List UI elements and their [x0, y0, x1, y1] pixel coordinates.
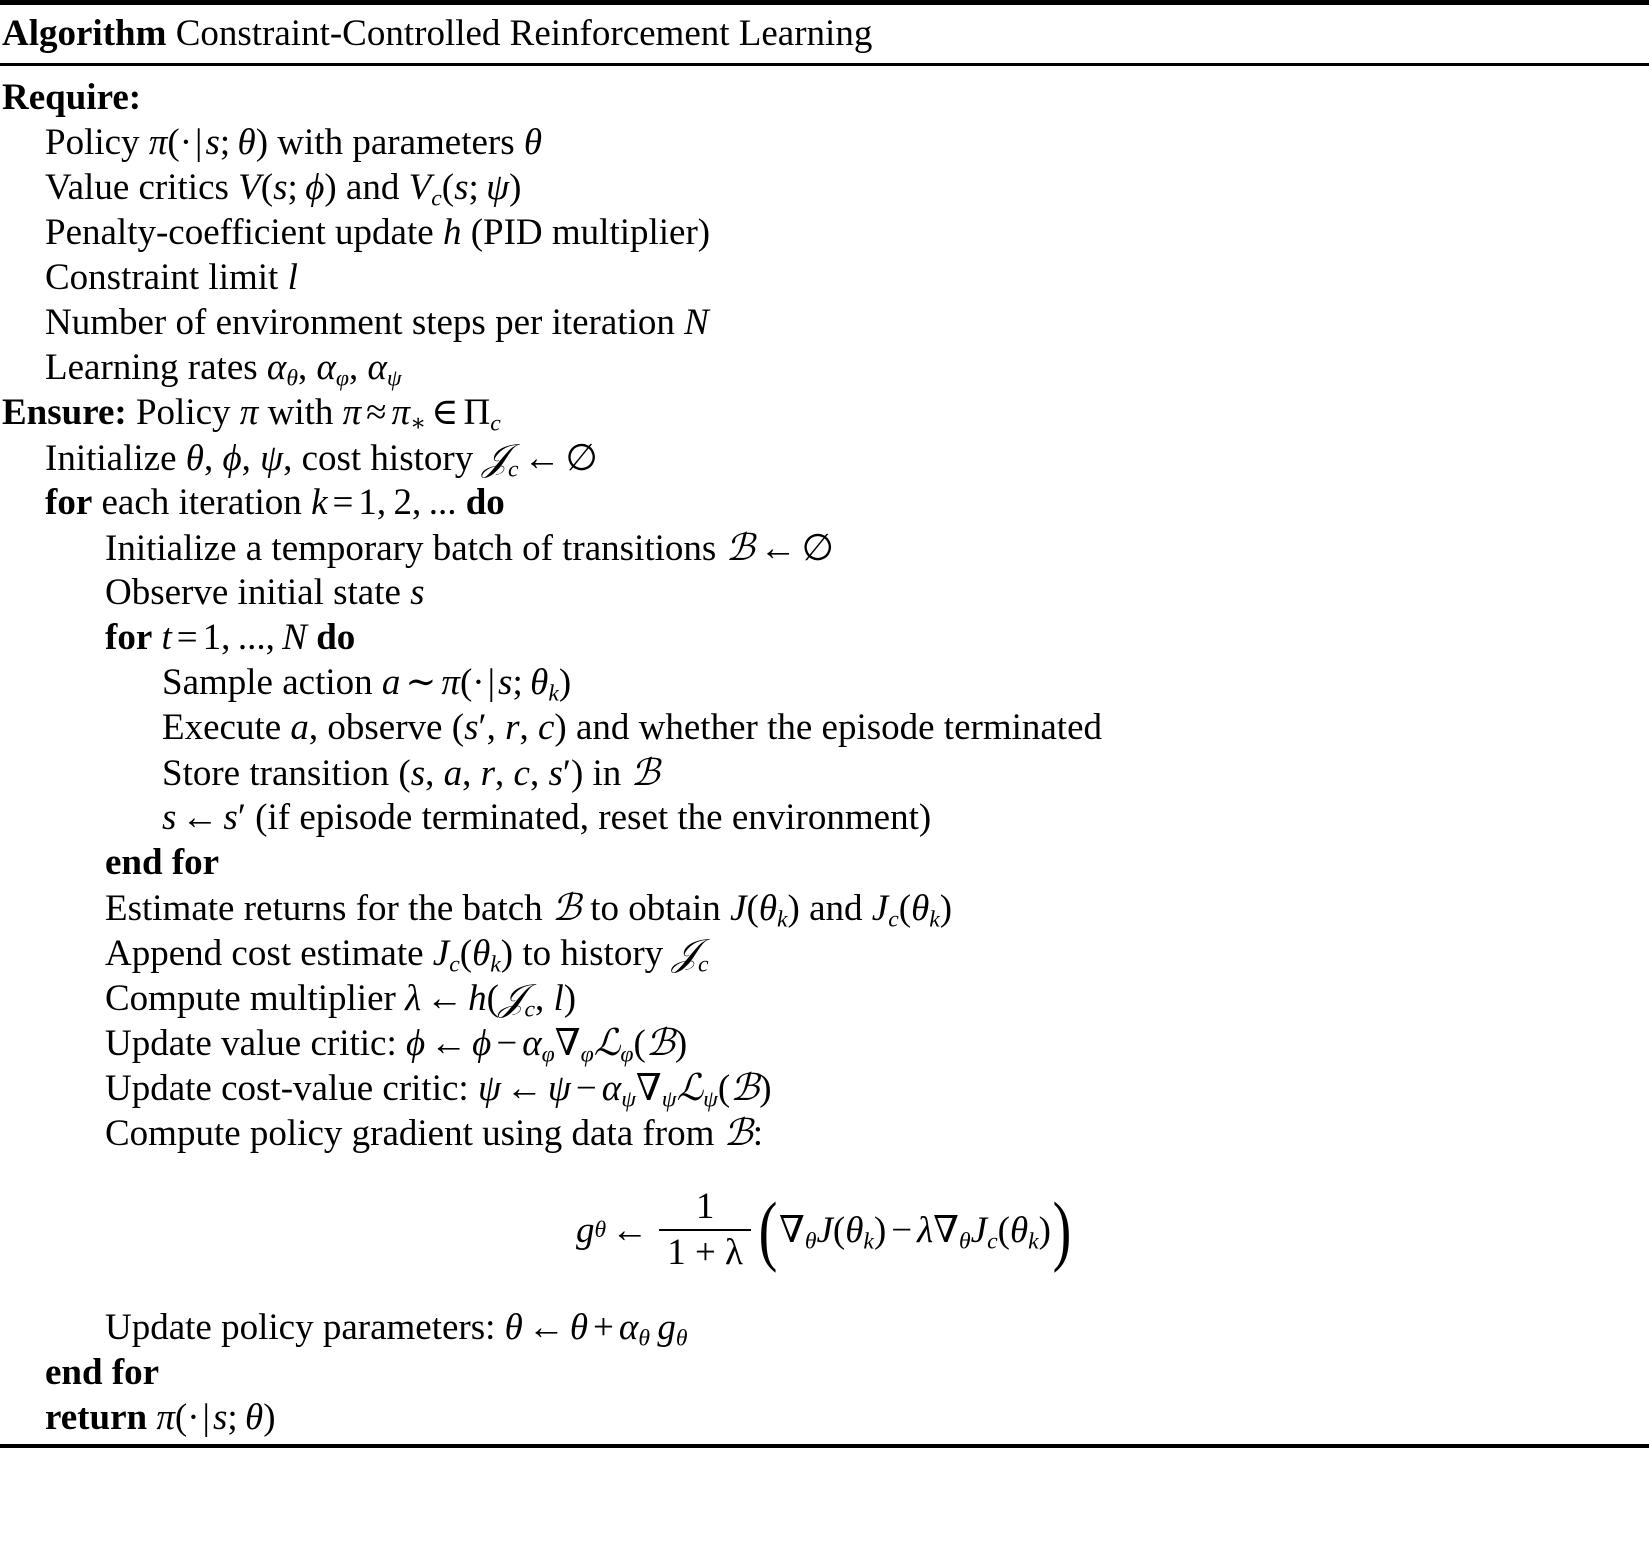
step-for-t: for t = 1, ..., N do: [105, 617, 356, 659]
script-b-symbol-2: ℬ: [630, 751, 660, 795]
phi-symbol-3: ϕ: [406, 1023, 426, 1065]
in-symbol: ∈: [431, 392, 459, 434]
phi-symbol-2: ϕ: [222, 438, 242, 480]
equals-symbol: =: [332, 482, 354, 524]
algorithm-title: [0, 5, 1649, 63]
require-label-line: [0, 75, 1649, 120]
compute-mult-label: Compute multiplier: [105, 978, 396, 1020]
minus-symbol: −: [496, 1023, 518, 1065]
step-state-assign: s ← s′ (if episode terminated, reset the environment): [162, 797, 932, 839]
to-history-label: to history: [522, 933, 664, 975]
pi-symbol: π: [148, 122, 168, 164]
psi-symbol: ψ: [486, 167, 510, 209]
nabla-symbol-3: ∇: [778, 1210, 805, 1252]
mid-bar-2: |: [487, 662, 496, 704]
step-update-value-critic: Update value critic: ϕ ← $\phi - \alpha_\varphi\nabla_\varphi ℒ_\varphi(ℬ)$: [105, 1021, 688, 1068]
lambda-symbol-2: λ: [917, 1210, 934, 1252]
prime-symbol-2: ′: [562, 753, 571, 795]
step-update-policy-params: Update policy parameters: θ ← $\theta + \alpha_\theta$ $g_\theta$: [105, 1307, 688, 1352]
execute-mid-label: , observe: [308, 707, 443, 749]
nabla-symbol: ∇: [554, 1023, 581, 1065]
pi-symbol-3: π: [239, 392, 259, 434]
penalty-suffix-label: (PID multiplier): [470, 212, 711, 254]
steps-prefix-label: Number of environment steps per iteration: [45, 302, 675, 344]
algorithm-title-text: Constraint-Controlled Reinforcement Learning: [175, 13, 873, 54]
leftarrow-symbol-2: ←: [759, 528, 797, 570]
leftarrow-symbol-7: ←: [527, 1307, 565, 1349]
cdot-symbol: ·: [179, 122, 193, 164]
pi-symbol-5: π: [391, 392, 411, 434]
step-end-for-outer: [0, 1350, 1649, 1395]
algorithm-keyword: Algorithm: [2, 13, 167, 54]
store-label: Store transition: [162, 753, 390, 795]
bottom-rule: [0, 1444, 1649, 1448]
theta-symbol: θ: [237, 122, 256, 164]
cdot-symbol-3: ·: [187, 1397, 200, 1439]
leftarrow-symbol-5: ←: [430, 1023, 468, 1065]
pi-symbol-6: π: [441, 662, 460, 704]
pi-symbol-7: π: [156, 1397, 175, 1439]
policy-prefix-label: Policy: [45, 122, 140, 164]
leftarrow-symbol: ←: [523, 438, 561, 480]
step-estimate-returns: Estimate returns for the batch ℬ to obtain $J(\theta_k)$ and $J_c(\theta_k)$: [105, 886, 953, 933]
pi-symbol-4: π: [342, 392, 362, 434]
step-initialize: Initialize θ, ϕ, ψ, cost history 𝒥$_c$ ← ∅: [45, 436, 598, 483]
leftarrow-symbol-4: ←: [426, 978, 464, 1020]
prime-symbol-3: ′: [237, 797, 246, 839]
to-obtain-label: to obtain: [590, 888, 721, 930]
script-l-symbol: ℒ: [593, 1021, 621, 1065]
theta-symbol-7: θ: [472, 933, 491, 975]
script-l-symbol-2: ℒ: [676, 1066, 704, 1110]
theta-symbol-6: θ: [911, 888, 930, 930]
initialize-label: Initialize: [45, 438, 177, 480]
alpha-symbol-4: α: [522, 1023, 542, 1065]
step-init-batch: [0, 525, 1649, 570]
update-value-label: Update value critic:: [105, 1023, 397, 1065]
script-b-symbol-6: ℬ: [723, 1111, 753, 1155]
step-return: return π(·|s; θ): [45, 1397, 276, 1439]
ellipsis-symbol: ...: [428, 482, 457, 524]
end-for-keyword-inner: end for: [105, 842, 220, 884]
theta-symbol-11: θ: [569, 1307, 589, 1349]
alpha-symbol: α: [266, 347, 287, 389]
step-for-iteration: for each iteration k = 1, 2, ... do: [45, 482, 505, 524]
script-b-symbol-5: ℬ: [730, 1066, 760, 1110]
phi-symbol: ϕ: [305, 167, 325, 209]
eq-assign-arrow: ←: [611, 1209, 649, 1251]
policy-gradient-equation: g θ ← $\frac{1}{1 + \lambda}$ ( $\nabla_\theta J(\theta_k) - \lambda\nabla_\theta J_c(\theta_k)$ ): [576, 1185, 1072, 1273]
alpha-symbol-5: α: [601, 1068, 622, 1110]
algorithm-body: [0, 66, 1649, 1444]
require-item-learning-rates: Learning rates $\alpha_\theta$, $\alpha_\varphi$, $\alpha_\psi$: [45, 347, 402, 392]
eq-numerator: 1: [695, 1185, 715, 1227]
ensure-policy-label: Policy: [135, 392, 231, 434]
big-pi-symbol: Π: [463, 392, 491, 434]
estimate-label: Estimate returns for the batch: [105, 888, 543, 930]
ensure-line: Ensure: Policy π with $\pi \approx \pi_∗$ ∈ $\Pi_c$: [2, 392, 501, 437]
with-parameters-label: with parameters: [277, 122, 515, 164]
approx-symbol: ≈: [366, 392, 387, 434]
sim-symbol: ∼: [405, 662, 437, 704]
prime-symbol: ′: [478, 707, 487, 749]
penalty-prefix-label: Penalty-coefficient update: [45, 212, 434, 254]
step-end-for-inner: [0, 840, 1649, 885]
for-keyword-2: for: [105, 617, 153, 659]
require-item-value-critics: Value critics V(s; ϕ) and $V_c(s$; ψ): [45, 167, 522, 212]
require-item-penalty: Penalty-coefficient update h (PID multiplier): [45, 212, 711, 254]
init-batch-label: Initialize a temporary batch of transitions: [105, 528, 717, 570]
and-label: and: [345, 167, 400, 209]
step-append-cost: Append cost estimate $J_c(\theta_k)$ to history 𝒥$_c$: [105, 931, 709, 978]
end-for-keyword-outer: end for: [45, 1352, 160, 1394]
update-policy-label: Update policy parameters:: [105, 1307, 496, 1349]
in-label: in: [592, 753, 622, 795]
eq-body: $\nabla_\theta J(\theta_k) - \lambda\nabla_\theta J_c(\theta_k)$: [778, 1210, 1051, 1255]
step-compute-multiplier: Compute multiplier λ ← h(𝒥$_c$, l): [105, 976, 577, 1023]
script-b-symbol: ℬ: [725, 526, 755, 570]
constraint-prefix-label: Constraint limit: [45, 257, 279, 299]
nabla-symbol-4: ∇: [933, 1210, 960, 1252]
theta-symbol-5: θ: [758, 888, 777, 930]
leftarrow-symbol-3: ←: [181, 797, 219, 839]
script-j-symbol: 𝒥: [482, 436, 508, 480]
value-critics-prefix-label: Value critics: [45, 167, 229, 209]
each-iteration-label: each iteration: [101, 482, 302, 524]
cost-history-label: , cost history: [283, 438, 474, 480]
for-keyword: for: [45, 482, 93, 524]
theta-symbol-3: θ: [185, 438, 204, 480]
observe-state-label: Observe initial state: [105, 572, 401, 614]
return-keyword: return: [45, 1397, 148, 1439]
require-label: Require:: [2, 77, 142, 119]
do-keyword: do: [465, 482, 505, 524]
phi-symbol-4: ϕ: [472, 1023, 492, 1065]
eq-denominator: 1 + λ: [659, 1229, 751, 1273]
step-store-transition: Store transition (s, a, r, c, s′) in ℬ: [162, 751, 660, 795]
ellipsis-symbol-2: ...: [237, 617, 266, 659]
and-label-2: and: [809, 888, 863, 930]
with-label: with: [267, 392, 334, 434]
leftarrow-symbol-6: ←: [505, 1068, 543, 1110]
theta-symbol-8: θ: [845, 1210, 864, 1252]
minus-symbol-2: −: [575, 1068, 597, 1110]
step-compute-policy-gradient: [0, 1110, 1649, 1155]
equals-symbol-2: =: [176, 617, 198, 659]
alpha-symbol-2: α: [316, 347, 336, 389]
script-b-symbol-3: ℬ: [551, 886, 582, 930]
minus-symbol-3: −: [891, 1210, 913, 1252]
alpha-symbol-3: α: [367, 347, 387, 389]
theta-symbol-4: θ: [530, 662, 549, 704]
theta-symbol-2: θ: [523, 122, 543, 164]
script-b-symbol-4: ℬ: [645, 1021, 675, 1065]
update-cost-label: Update cost-value critic:: [105, 1068, 469, 1110]
step-update-cost-value-critic: Update cost-value critic: ψ ← $\psi - \alpha_\psi\nabla_\psi ℒ_\psi(ℬ)$: [105, 1066, 772, 1113]
psi-symbol-4: ψ: [547, 1068, 571, 1110]
colon-label: :: [752, 1113, 763, 1155]
eq-open-paren: (: [758, 1185, 778, 1273]
psi-symbol-2: ψ: [260, 438, 284, 480]
execute-label: Execute: [162, 707, 282, 749]
rates-prefix-label: Learning rates: [45, 347, 258, 389]
lambda-symbol: λ: [405, 978, 422, 1020]
step-sample-action: Sample action a ∼ π(·|s; $\theta_k$): [162, 662, 572, 707]
require-item-constraint-limit: Constraint limit l: [45, 257, 298, 299]
sample-label: Sample action: [162, 662, 373, 704]
emptyset-symbol: ∅: [565, 438, 598, 480]
plus-symbol: +: [593, 1307, 614, 1349]
require-item-policy: Policy π(·|s; θ) with parameters θ: [45, 122, 543, 164]
step-execute-action: Execute a, observe (s′, r, c) and whether the episode terminated: [162, 707, 1103, 749]
script-j-symbol-2: 𝒥: [672, 931, 698, 975]
eq-close-paren: ): [1052, 1185, 1072, 1273]
theta-symbol-10: θ: [504, 1307, 523, 1349]
append-label: Append cost estimate: [105, 933, 424, 975]
eq-lhs-g: g: [576, 1209, 595, 1251]
eq-fraction: [659, 1185, 751, 1273]
alpha-symbol-6: α: [618, 1307, 639, 1349]
require-item-steps: Number of environment steps per iteration N: [45, 302, 709, 344]
mid-bar-3: |: [202, 1397, 210, 1439]
compute-grad-label: Compute policy gradient using data from: [105, 1113, 715, 1155]
script-j-symbol-3: 𝒥: [498, 976, 525, 1020]
emptyset-symbol-2: ∅: [801, 528, 834, 570]
reset-label: (if episode terminated, reset the environment): [255, 797, 932, 839]
ensure-label: Ensure:: [2, 392, 127, 434]
mid-bar: |: [195, 122, 203, 164]
execute-tail-label: and whether the episode terminated: [575, 707, 1103, 749]
step-observe-state: Observe initial state s: [105, 572, 425, 614]
nabla-symbol-2: ∇: [635, 1068, 662, 1110]
psi-symbol-3: ψ: [477, 1068, 501, 1110]
do-keyword-2: do: [316, 617, 356, 659]
theta-symbol-12: θ: [245, 1397, 264, 1439]
cdot-symbol-2: ·: [472, 662, 485, 704]
theta-symbol-9: θ: [1009, 1210, 1029, 1252]
